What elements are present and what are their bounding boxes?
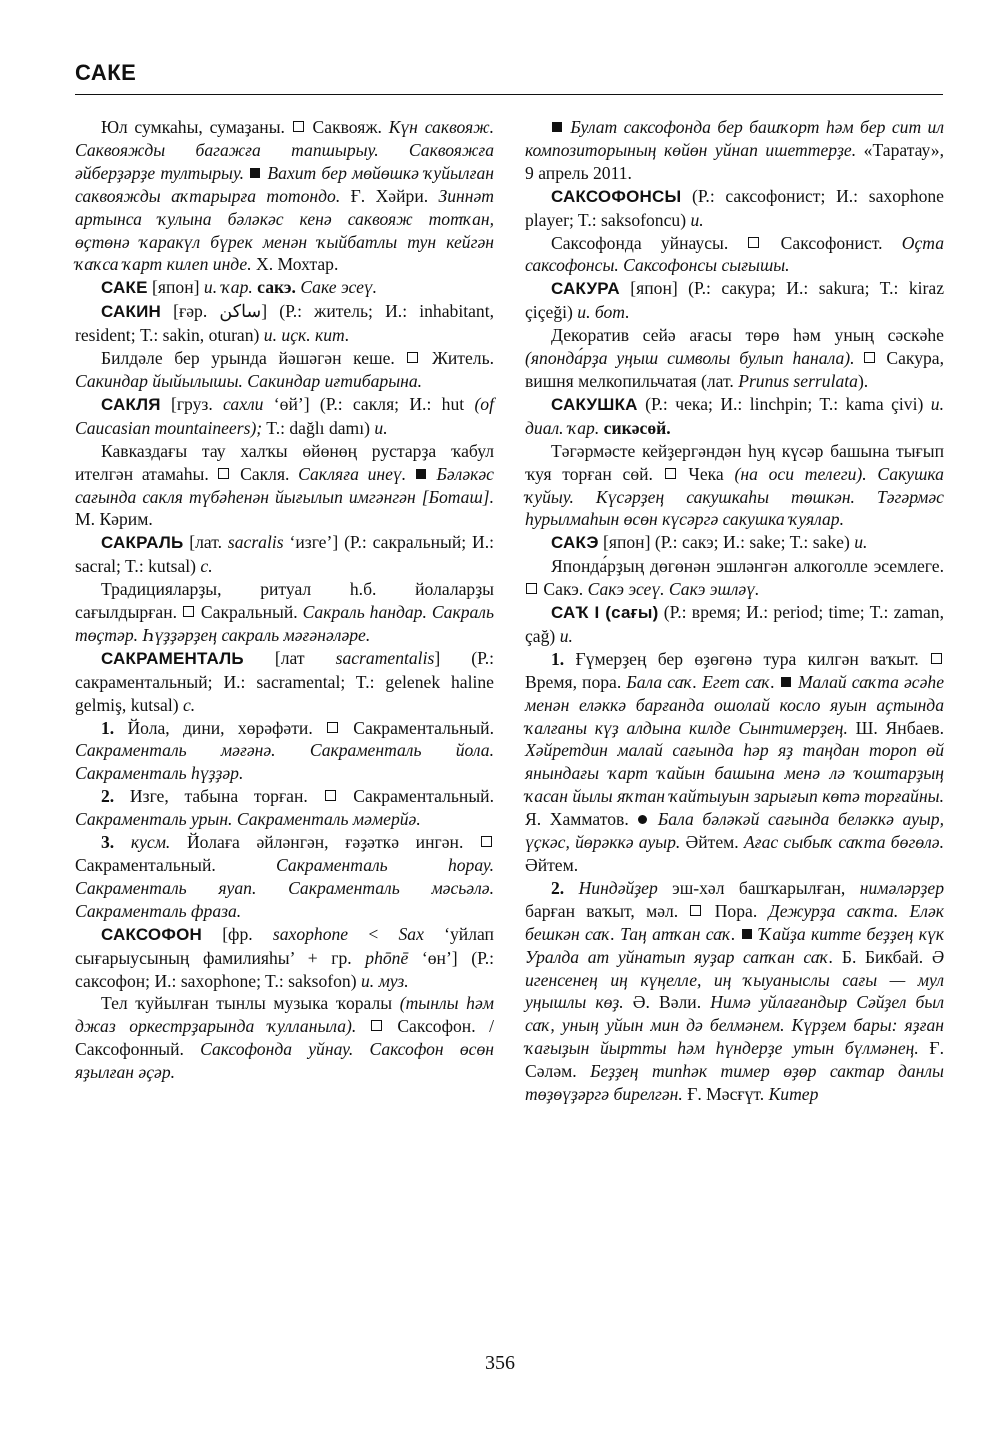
text-run: (Р.: саксофонист; И.: saxophone player; T.: saksofoncu) xyxy=(525,185,944,230)
russian-equivalent-marker xyxy=(407,352,418,363)
italic-text: и. диал. ҡар. xyxy=(525,393,944,438)
bold-text: 2. xyxy=(551,877,565,898)
italic-text: sacramentalis xyxy=(335,647,435,668)
text-run: (Р.: время; И.: period; time; T.: zaman, çağ) xyxy=(525,602,945,646)
entry-headword-line xyxy=(525,185,944,232)
entry-paragraph xyxy=(525,877,944,1106)
headword: САКУШКА xyxy=(551,394,638,414)
right-column xyxy=(525,116,944,1106)
text-run: Ғ. Сәләм. xyxy=(525,1038,944,1082)
text-run xyxy=(855,348,864,368)
entry-paragraph xyxy=(75,831,494,923)
italic-text: Оҫта саксофонсы. Саксофонсы сығышы. xyxy=(525,232,944,276)
headword: САКЕ xyxy=(101,278,148,298)
page-number: 356 xyxy=(485,1352,515,1374)
citation-marker xyxy=(742,929,752,939)
text-run: Сакура, вишня мелкопильчатая (лат. xyxy=(525,348,945,391)
text-run: ‘өй’] (Р.: сакля; И.: hut xyxy=(263,393,475,414)
text-run: Әйтем. xyxy=(525,855,579,875)
text-run: ‘изге’] (Р.: сакральный; И.: sacral; T.: kutsal) xyxy=(75,532,494,577)
italic-text: и. xyxy=(559,625,573,646)
headword: САКУРА xyxy=(551,279,620,299)
italic-text: и. бот. xyxy=(577,302,630,323)
headword: САКРАЛЬ xyxy=(101,533,184,553)
text-run: Юл сумкаһы, сумаҙаны. xyxy=(101,117,292,137)
left-column xyxy=(75,116,494,1084)
entry-paragraph xyxy=(75,347,494,393)
bold-text: 1. xyxy=(101,717,115,738)
headword: САКЛЯ xyxy=(101,394,161,414)
citation-marker xyxy=(552,122,562,132)
italic-text: sacralis xyxy=(227,532,284,553)
russian-equivalent-marker xyxy=(293,121,304,132)
italic-text: Саксофонда уйнау. Саксофон өсөн яҙылған әҫәр. xyxy=(75,1039,494,1083)
text-run xyxy=(356,1016,370,1036)
text-run: Саксофон. / Саксофонный. xyxy=(75,1016,494,1060)
russian-equivalent-marker xyxy=(218,468,229,479)
italic-text: Булат саксофонда бер башҡорт һәм бер сит ил композиторының көйөн уйнап ишеттерҙе. xyxy=(525,117,944,160)
italic-text: Хәйретдин малай сағында һәр яҙ таңдан тороп өй янындағы ҡарт ҡайын башына менә лә ҡоштарҙың ҡасан йылы яҡтан ҡайтыуын зарығып көтә торғайны. xyxy=(525,740,944,807)
italic-text: Сакиндар йыйылышы. Сакиндар иғтибарына. xyxy=(75,370,423,391)
entry-paragraph xyxy=(75,578,494,647)
text-run: ‘уйлап сығарыусының фамилияһы’ + гр. xyxy=(75,923,494,968)
italic-text: и. xyxy=(854,532,868,553)
italic-text: нимәләрҙер xyxy=(859,877,944,898)
italic-text: phōnē xyxy=(365,947,409,968)
citation-marker xyxy=(416,469,426,479)
text-run: Тәгәрмәсте кейҙергәндән һуң күсәр башына тығып ҡуя торған сөй. xyxy=(525,440,944,484)
italic-text: и. xyxy=(690,209,704,230)
italic-text: Сакляға инеү. xyxy=(298,463,415,484)
italic-text: Сакраль һандар. Сакраль төҫтәр. Һүҙҙәрҙең сакраль мәғәнәләре. xyxy=(75,602,494,645)
italic-text: Сакраменталь һорау. Сакраменталь яуап. Сакраменталь мәсьәлә. Сакраменталь фраза. xyxy=(75,855,494,921)
italic-text: Беҙҙең типһәк тимер өҙөр сактар данлы төҙөүҙәргә бирелгән. xyxy=(525,1061,944,1105)
text-run: Декоратив сейә ағасы төрө һәм уның сәскәһе xyxy=(551,325,944,346)
text-run: Әйтем. xyxy=(685,832,744,853)
russian-equivalent-marker xyxy=(327,722,338,733)
italic-text: Prunus serrulata xyxy=(738,370,858,391)
text-run: [лат xyxy=(243,647,336,668)
text-run: Сакэ. xyxy=(539,579,588,600)
headword: САКРАМЕНТАЛЬ xyxy=(101,648,244,668)
text-run: эш-хәл башҡарылған, xyxy=(657,877,860,898)
text-run: Время, пора. xyxy=(525,671,627,692)
text-run: Йолаға әйләнгән, ғәҙәткә ингән. xyxy=(170,832,480,853)
italic-text: Нимә уйлағандыр Сәйҙел был саҡ, уның уйын мин дә белмәнем. Күрҙем бары: яҙған ҡағыҙын йыртты һәм һүндерҙе утын бүлмәнең. xyxy=(525,992,944,1059)
running-head: САКЕ xyxy=(75,60,137,85)
entry-paragraph xyxy=(75,992,494,1084)
russian-equivalent-marker xyxy=(931,653,942,664)
text-run: (Р.: чека; И.: linchpin; T.: kama çivi) xyxy=(637,393,931,414)
italic-text: Бала саҡ. Егет саҡ. xyxy=(626,671,780,692)
italic-text: Ҡайҙа китте беҙҙең күк Уралда ат уйнатып яуҙар сапҡан саҡ. xyxy=(525,923,944,967)
italic-text: Саке эсеү. xyxy=(300,277,378,298)
bold-text: 1. xyxy=(551,648,565,669)
italic-text: Ә игенсенең иң күңелле, иң ҡыуаныслы сағы — мул уңышлы көҙ. xyxy=(525,946,945,1013)
entry-paragraph xyxy=(75,717,494,786)
italic-text: сахли xyxy=(223,393,264,414)
headword: САКСОФОНСЫ xyxy=(551,186,682,206)
italic-text: Сакраменталь мәғәнә. Сакраменталь йола. Сакраменталь һүҙҙәр. xyxy=(75,740,494,784)
italic-text: Бала бәләкәй сағында беләккә ауыр, үҫкәс, йөрәккә ауыр. xyxy=(525,809,944,853)
text-run: Традицияларҙы, ритуал һ.б. йолаларҙы сағылдырған. xyxy=(75,579,494,623)
italic-text: и. xyxy=(374,417,388,438)
text-run: Б. Бикбай. xyxy=(841,946,932,967)
entry-headword-line xyxy=(525,601,944,648)
italic-text: и. ҡар. xyxy=(203,277,258,298)
text-run: ‘өн’] (Р.: саксофон; И.: saxophone; T.: saksofon) xyxy=(75,947,494,991)
entry-headword-line xyxy=(75,300,494,347)
italic-text: Ниндәйҙер xyxy=(578,877,658,898)
italic-text: (тынлы һәм джаз оркестрҙарында ҡулланыла). xyxy=(75,993,494,1037)
text-run: Пора. xyxy=(703,900,769,921)
entry-headword-line xyxy=(75,647,494,717)
headword: САКСОФОН xyxy=(101,924,202,944)
bold-text: сакэ. xyxy=(257,277,301,298)
entry-paragraph xyxy=(525,440,944,532)
headword: САҠ I (сағы) xyxy=(551,603,659,623)
text-run: Ә. Вәли. xyxy=(632,992,711,1013)
entry-headword-line xyxy=(75,923,494,993)
text-run: Сакраментальный. xyxy=(337,786,494,807)
entry-headword-line xyxy=(75,393,494,440)
russian-equivalent-marker xyxy=(864,352,875,363)
italic-text: Бәләкәс сағында сакля түбәһенән йығылып имгәнгән [Боташ]. xyxy=(75,463,494,507)
text-run: Житель. xyxy=(420,348,495,369)
text-run: Саквояж. xyxy=(305,117,389,137)
italic-text: (of Caucasian mountaineers); xyxy=(75,393,494,438)
italic-text: Сакраменталь урын. Сакраменталь мәмерйә. xyxy=(75,809,421,830)
entry-headword-line xyxy=(75,276,494,300)
russian-equivalent-marker xyxy=(665,468,676,479)
russian-equivalent-marker xyxy=(748,237,759,248)
entry-headword-line xyxy=(525,277,944,324)
entry-paragraph xyxy=(75,116,494,276)
bold-text: сикәсөй. xyxy=(603,417,671,438)
russian-equivalent-marker xyxy=(325,790,336,801)
russian-equivalent-marker xyxy=(481,836,492,847)
text-run: Изге, табына торған. xyxy=(114,786,324,807)
text-run: [ғәр. ساكن] (Р.: житель; И.: inhabitant, resident; Т.: sakin, oturan) xyxy=(75,301,494,346)
italic-text: Sax xyxy=(398,923,424,944)
italic-text: с. xyxy=(183,694,196,715)
bold-text: 3. xyxy=(101,832,131,853)
text-run: [япон] (Р.: сакэ; И.: sake; T.: sake) xyxy=(598,532,855,553)
text-run: барған ваҡыт, мәл. xyxy=(525,900,690,921)
italic-text: и. муз. xyxy=(360,970,409,991)
entry-paragraph xyxy=(525,324,944,393)
citation-marker xyxy=(250,168,260,178)
text-run: Сакраментальный. xyxy=(339,717,494,738)
text-run: Сакральный. xyxy=(196,602,303,623)
russian-equivalent-marker xyxy=(690,905,701,916)
russian-equivalent-marker xyxy=(183,606,194,617)
entry-paragraph xyxy=(75,440,494,532)
italic-text: Сакэ эсеү. Сакэ эшләү. xyxy=(587,579,760,600)
entry-headword-line xyxy=(525,393,944,440)
entry-headword-line xyxy=(525,531,944,555)
text-run: Йола, дини, хөрәфәти. xyxy=(114,717,326,738)
italic-text: (на оси телеги). Сакушка ҡуйыу. Күсәрҙең сакушкаһы төшкән. Тәгәрмәс һурылмаһын өсөн күсәргә сакушка ҡуялар. xyxy=(525,463,944,530)
text-run: < xyxy=(348,923,399,944)
text-run: Ш. Янбаев. xyxy=(855,717,944,738)
text-run: Тел ҡуйылған тынлы музыка ҡоралы xyxy=(101,993,400,1014)
text-run: Кавказдағы тау халҡы өйөнөң рустарҙа ҡабул ителгән атамаһы. xyxy=(75,440,494,484)
text-run: [япон] (Р.: сакура; И.: sakura; T.: kiraz çiçeği) xyxy=(525,278,944,323)
italic-text: и. иҫк. кит. xyxy=(263,325,350,346)
text-run: Сакраментальный. xyxy=(75,855,277,875)
italic-text: с. xyxy=(200,556,213,577)
text-run: Чека xyxy=(677,463,735,484)
russian-equivalent-marker xyxy=(371,1020,382,1031)
text-run: Х. Мохтар. xyxy=(256,254,339,275)
italic-text: Ағас сыбыҡ саҡта бөгөлә. xyxy=(743,832,944,853)
italic-text: Вахит бер мөйөшкә ҡуйылған саквояжды аҡтарырға тотондо. xyxy=(75,162,494,206)
text-run: ). xyxy=(857,370,869,391)
italic-text: Дежурҙа саҡта. Еләк бешкән саҡ. Таң атҡан саҡ. xyxy=(525,900,945,944)
text-run: Японда́рҙың дөгөнән эшләнгән алкоголле эсемлеге. xyxy=(551,556,944,577)
text-run: Ғүмерҙең бер өҙөгөнә тура килгән ваҡыт. xyxy=(564,648,930,669)
text-run: Билдәле бер урында йәшәгән кеше. xyxy=(101,348,407,369)
italic-text: Күн саквояж. Саквояжды багажға тапшырыу. Саквояжға әйберҙәрҙе тултырыу. xyxy=(75,117,494,183)
italic-text: Малай саҡта әсәһе менән еләккә барғанда ошолай косло яуын аҫтында ҡалғаны күҙ алдына килде Сынтимерҙең. xyxy=(525,671,945,738)
text-run: ] (Р.: сакраментальный; И.: sacramental; T.: gelenek haline gelmiş, kutsal) xyxy=(75,647,494,715)
entry-paragraph xyxy=(75,785,494,831)
italic-text: кусм. xyxy=(130,832,171,853)
page-header xyxy=(75,60,943,95)
entry-headword-line xyxy=(75,531,494,578)
text-run: Саксофонда уйнаусы. xyxy=(551,232,748,253)
text-run: Саксофонист. xyxy=(761,232,902,253)
italic-text: saxophone xyxy=(272,923,349,944)
proverb-marker xyxy=(638,815,647,824)
text-run: [япон] xyxy=(147,277,204,298)
headword: САКЭ xyxy=(551,533,599,553)
text-run: [лат. xyxy=(183,532,228,553)
text-run: T.: dağlı damı) xyxy=(262,417,375,438)
entry-paragraph xyxy=(525,648,944,877)
text-run: Ғ. Хәйри. xyxy=(350,185,439,206)
text-run: «Таратау», 9 апрель 2011. xyxy=(525,139,944,183)
text-run: М. Кәрим. xyxy=(75,509,153,530)
text-run: Я. Хамматов. xyxy=(525,809,638,830)
text-run: Ғ. Мәсғүт. xyxy=(687,1084,769,1105)
bold-text: 2. xyxy=(101,786,115,807)
headword: САКИН xyxy=(101,302,162,322)
italic-text: (японда́рҙа уңыш символы булып һанала). xyxy=(525,348,855,369)
text-run: Сакля. xyxy=(231,463,299,484)
italic-text: Китер xyxy=(768,1084,819,1105)
text-run: [фр. xyxy=(201,923,273,944)
entry-paragraph xyxy=(525,116,944,185)
russian-equivalent-marker xyxy=(526,583,537,594)
italic-text: Зиннәт артынса ҡулына бәләкәс кенә саквояж тотҡан, өҫтөнә ҡаракүл бүрек менән ҡыйбатлы тун кейгән ҡаҡса ҡарт килеп инде. xyxy=(75,185,494,275)
text-run: [груз. xyxy=(160,393,224,414)
entry-paragraph xyxy=(525,555,944,601)
text-run xyxy=(564,878,578,898)
citation-marker xyxy=(781,677,791,687)
entry-paragraph xyxy=(525,232,944,278)
